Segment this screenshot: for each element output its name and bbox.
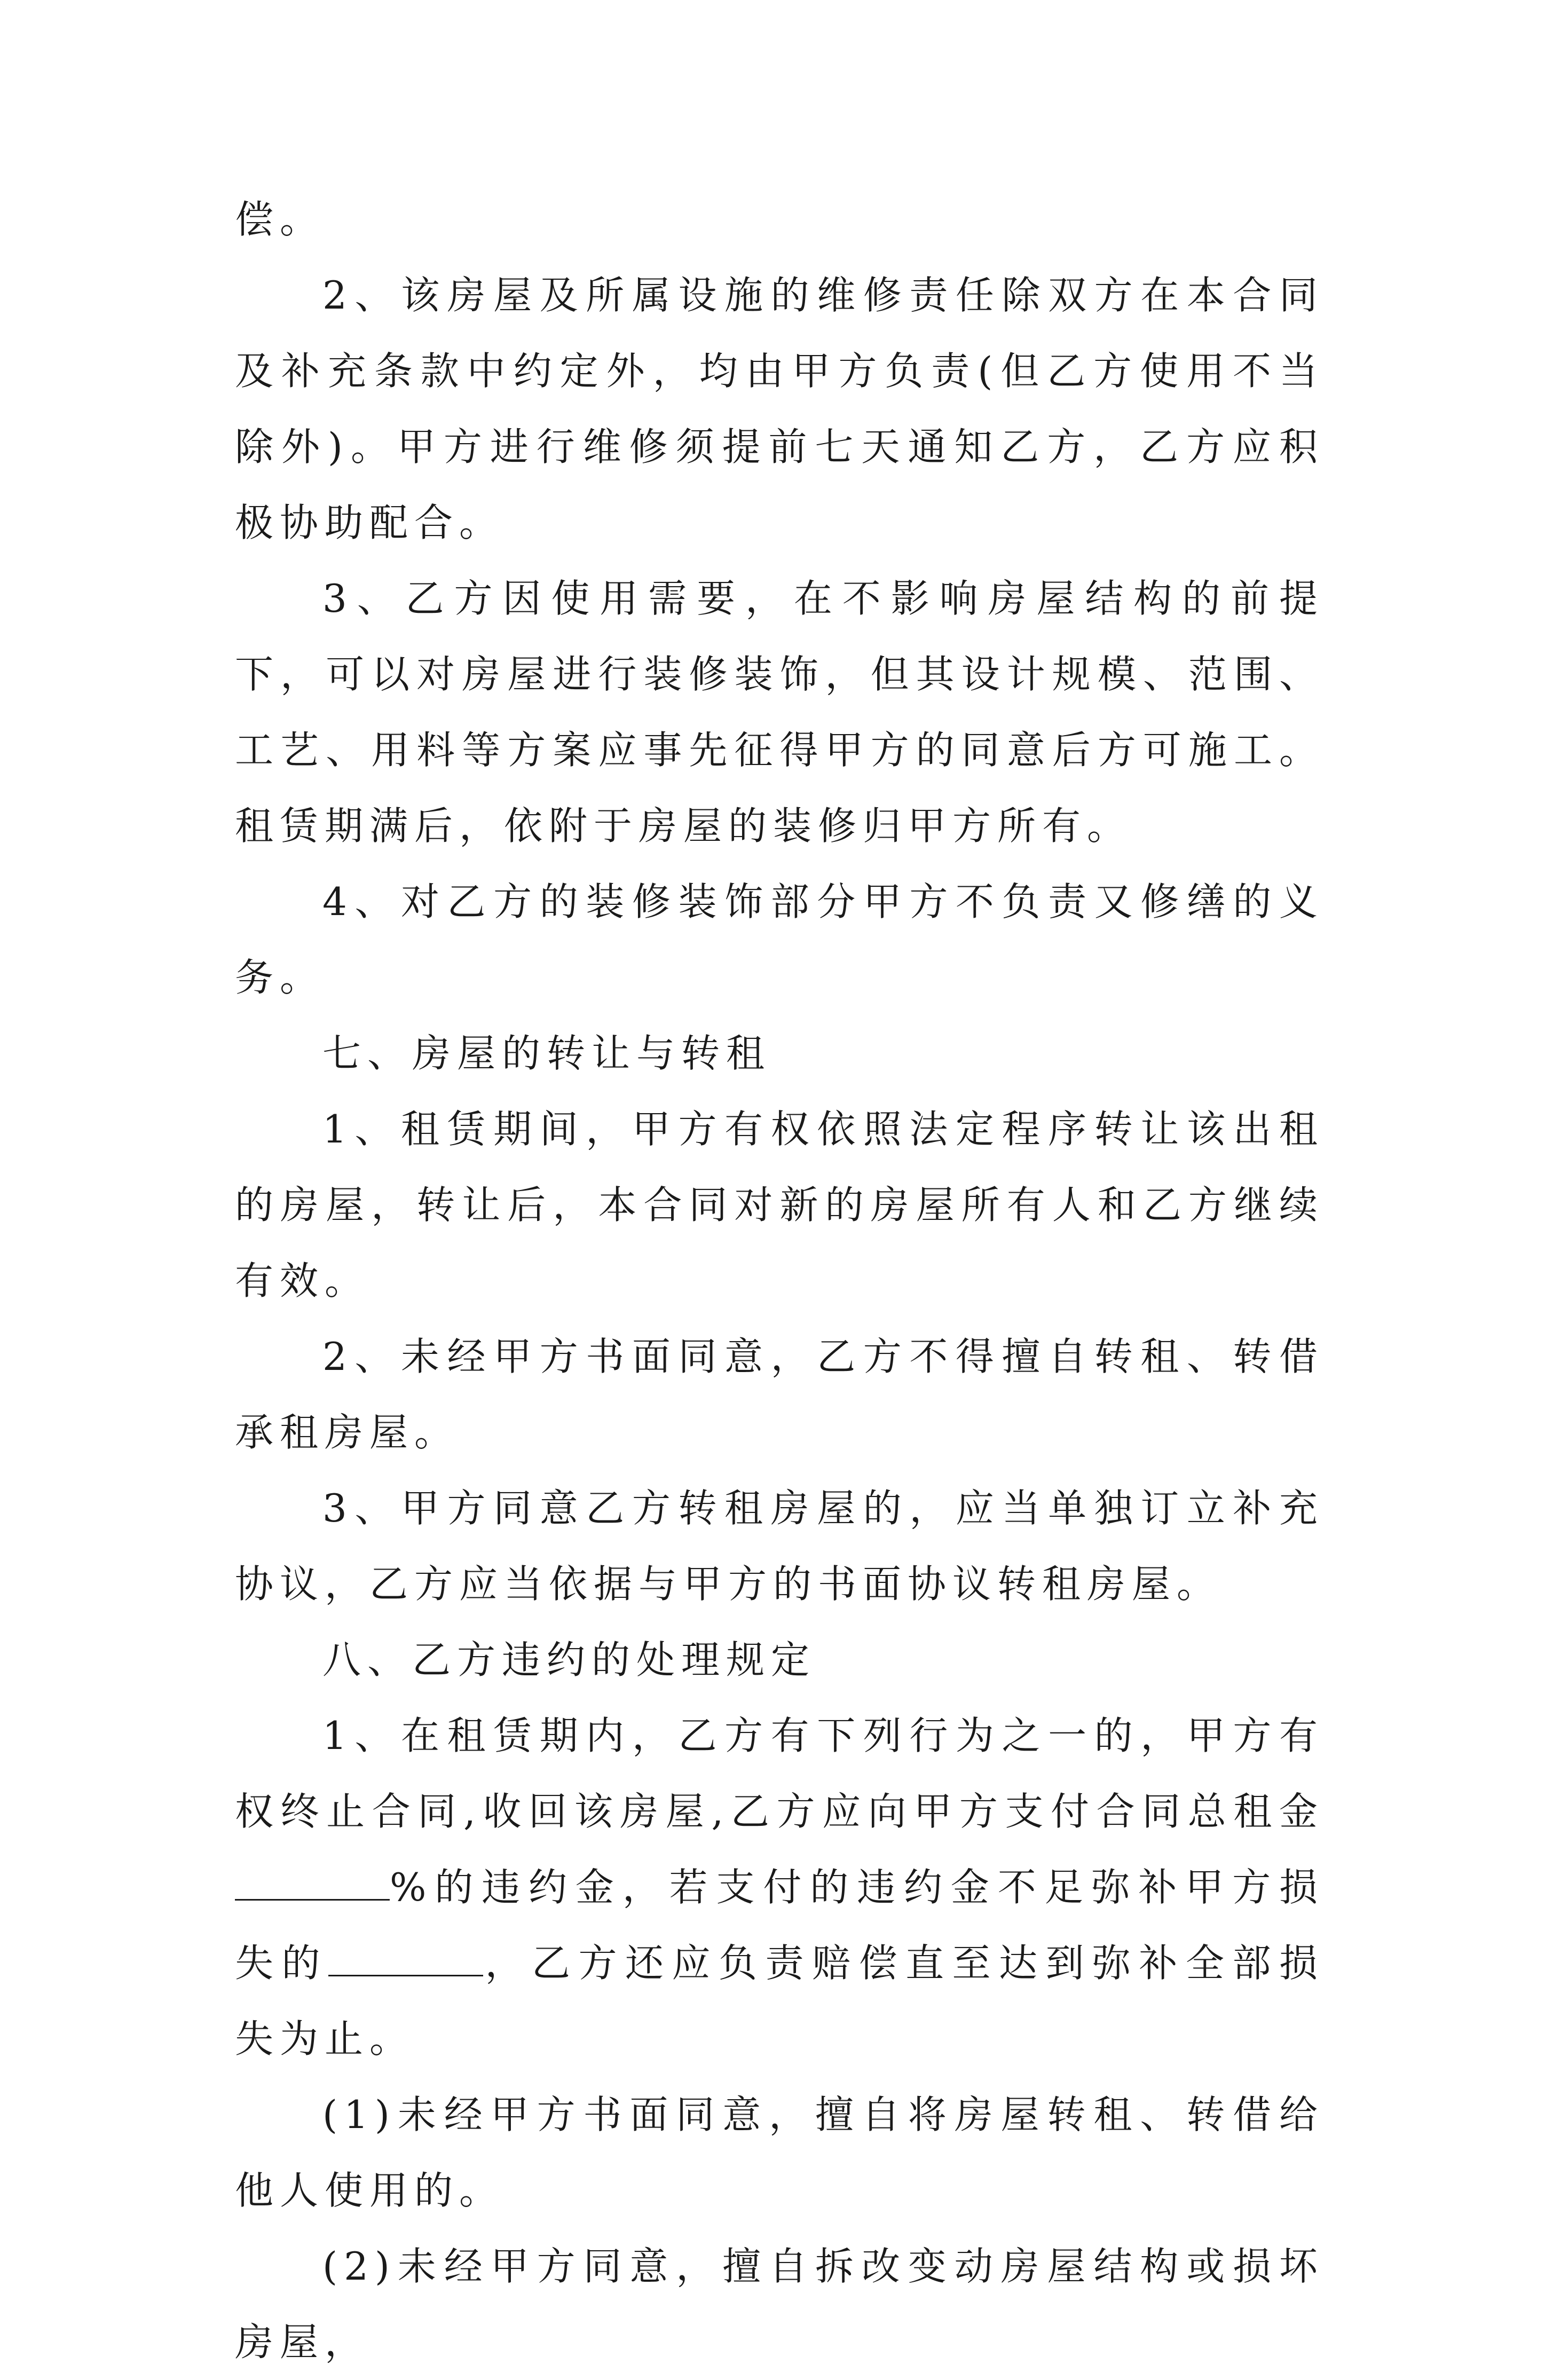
paragraph-renovation-maintenance: 4、对乙方的装修装饰部分甲方不负责又修缮的义务。 (235, 879, 1324, 1000)
paragraph-repair-responsibility: 2、该房屋及所属设施的维修责任除双方在本合同及补充条款中约定外，均由甲方负责(但乙方使用不当除外)。甲方进行维修须提前七天通知乙方，乙方应积极协助配合。 (235, 273, 1324, 545)
document-body (235, 182, 1324, 2380)
list-item-unauthorized-sublease: (1)未经甲方书面同意，擅自将房屋转租、转借给他人使用的。 (235, 2092, 1324, 2213)
breach-text-part2: %的违约金，若支付的违约金不足弥补甲方损失的 (235, 1865, 1324, 1985)
blank-loss-amount (328, 1941, 483, 1976)
paragraph-continuation: 偿。 (235, 197, 325, 242)
paragraph-transfer: 1、租赁期间，甲方有权依照法定程序转让该出租的房屋，转让后，本合同对新的房屋所有人和乙方继续有效。 (235, 1107, 1324, 1303)
breach-text-part3: ，乙方还应负责赔偿直至达到弥补全部损失为止。 (235, 1941, 1324, 2061)
paragraph-sublease-agreement: 3、甲方同意乙方转租房屋的，应当单独订立补充协议，乙方应当依据与甲方的书面协议转租房屋。 (235, 1486, 1324, 1606)
list-item-structural-damage: (2)未经甲方同意，擅自拆改变动房屋结构或损坏房屋， (235, 2244, 1324, 2365)
breach-text-part1: 1、在租赁期内，乙方有下列行为之一的，甲方有权终止合同,收回该房屋,乙方应向甲方支付合同总租金 (235, 1713, 1324, 1834)
section-heading-transfer-sublease: 七、房屋的转让与转租 (322, 1031, 771, 1076)
paragraph-renovation: 3、乙方因使用需要，在不影响房屋结构的前提下，可以对房屋进行装修装饰，但其设计规模、范围、工艺、用料等方案应事先征得甲方的同意后方可施工。租赁期满后，依附于房屋的装修归甲方所有。 (235, 576, 1324, 848)
section-heading-breach: 八、乙方违约的处理规定 (322, 1637, 816, 1682)
paragraph-breach-penalty (235, 1698, 1324, 2077)
blank-rent-percentage (235, 1865, 390, 1901)
paragraph-no-sublease: 2、未经甲方书面同意，乙方不得擅自转租、转借承租房屋。 (235, 1334, 1324, 1455)
